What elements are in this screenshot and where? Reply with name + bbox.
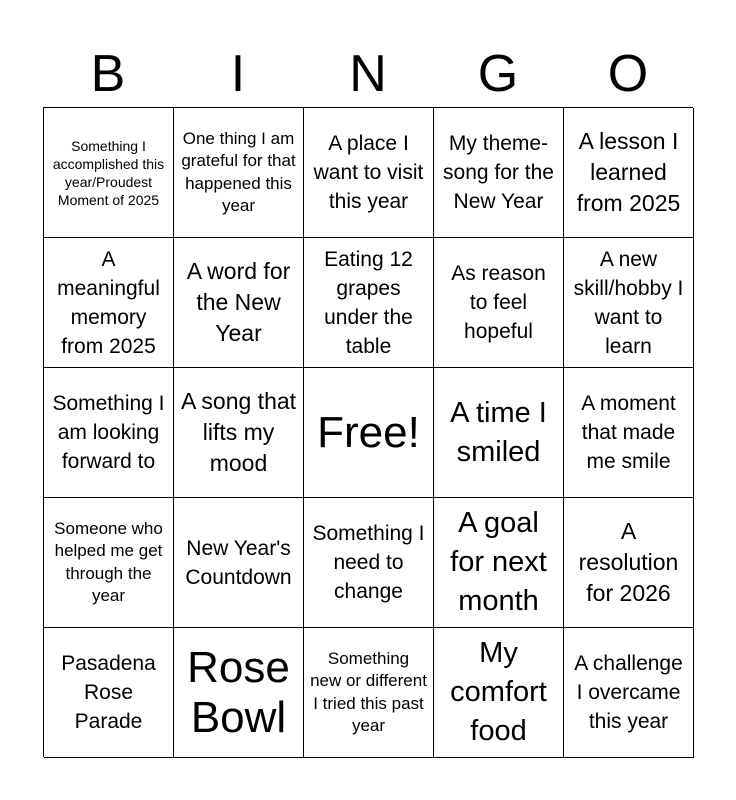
- cell-text: Eating 12 grapes under the table: [324, 247, 413, 358]
- bingo-cell-b3[interactable]: [44, 368, 174, 498]
- bingo-cell-free[interactable]: [304, 368, 434, 498]
- bingo-cell-i3[interactable]: [174, 368, 304, 498]
- cell-text: One thing I am grateful for that happened this year: [181, 128, 296, 215]
- bingo-cell-g3[interactable]: [434, 368, 564, 498]
- cell-text: New Year's Countdown: [185, 536, 292, 589]
- bingo-cell-g5[interactable]: [434, 628, 564, 758]
- cell-text: A song that lifts my mood: [180, 388, 297, 476]
- bingo-cell-n1[interactable]: [304, 108, 434, 238]
- cell-text: Someone who helped me get through the year: [54, 518, 163, 605]
- bingo-grid: [43, 107, 693, 757]
- bingo-cell-n4[interactable]: [304, 498, 434, 628]
- bingo-cell-o4[interactable]: [564, 498, 694, 628]
- cell-text: Pasadena Rose Parade: [61, 652, 156, 733]
- bingo-cell-n2[interactable]: [304, 238, 434, 368]
- cell-text: A place I want to visit this year: [313, 132, 424, 213]
- bingo-cell-o1[interactable]: [564, 108, 694, 238]
- bingo-cell-n5[interactable]: [304, 628, 434, 758]
- header-letter-o: O: [607, 45, 649, 103]
- cell-text: A time I smiled: [450, 396, 547, 468]
- cell-text: My comfort food: [450, 637, 547, 747]
- cell-text: Something new or different I tried this past year: [310, 648, 427, 735]
- cell-text: My theme-song for the New Year: [443, 132, 554, 213]
- bingo-cell-g4[interactable]: [434, 498, 564, 628]
- header-letter-n: N: [349, 45, 387, 103]
- bingo-cell-b2[interactable]: [44, 238, 174, 368]
- cell-text: A resolution for 2026: [578, 518, 679, 606]
- cell-text: A lesson I learned from 2025: [576, 128, 681, 216]
- cell-text: A moment that made me smile: [581, 392, 676, 473]
- cell-text: As reason to feel hopeful: [451, 262, 546, 343]
- cell-text: Something I accomplished this year/Proudest Moment of 2025: [52, 137, 165, 208]
- bingo-cell-b5[interactable]: [44, 628, 174, 758]
- free-space-text: Free!: [317, 407, 420, 457]
- cell-text: Something I need to change: [312, 522, 425, 603]
- bingo-cell-i4[interactable]: [174, 498, 304, 628]
- cell-text: A word for the New Year: [186, 258, 291, 346]
- header-letter-g: G: [477, 45, 519, 103]
- header-letter-i: I: [230, 45, 246, 103]
- header-letter-b: B: [90, 45, 126, 103]
- cell-text: A meaningful memory from 2025: [57, 247, 160, 358]
- bingo-cell-o5[interactable]: [564, 628, 694, 758]
- cell-text: Rose Bowl: [187, 642, 290, 742]
- bingo-cell-g2[interactable]: [434, 238, 564, 368]
- bingo-cell-o3[interactable]: [564, 368, 694, 498]
- bingo-cell-i2[interactable]: [174, 238, 304, 368]
- cell-text: A challenge I overcame this year: [574, 652, 683, 733]
- bingo-cell-g1[interactable]: [434, 108, 564, 238]
- bingo-cell-o2[interactable]: [564, 238, 694, 368]
- bingo-cell-i1[interactable]: [174, 108, 304, 238]
- bingo-header: [43, 40, 693, 108]
- bingo-cell-b4[interactable]: [44, 498, 174, 628]
- bingo-cell-b1[interactable]: [44, 108, 174, 238]
- cell-text: A goal for next month: [450, 507, 547, 617]
- bingo-cell-i5[interactable]: [174, 628, 304, 758]
- cell-text: A new skill/hobby I want to learn: [573, 247, 684, 358]
- cell-text: Something I am looking forward to: [52, 392, 165, 473]
